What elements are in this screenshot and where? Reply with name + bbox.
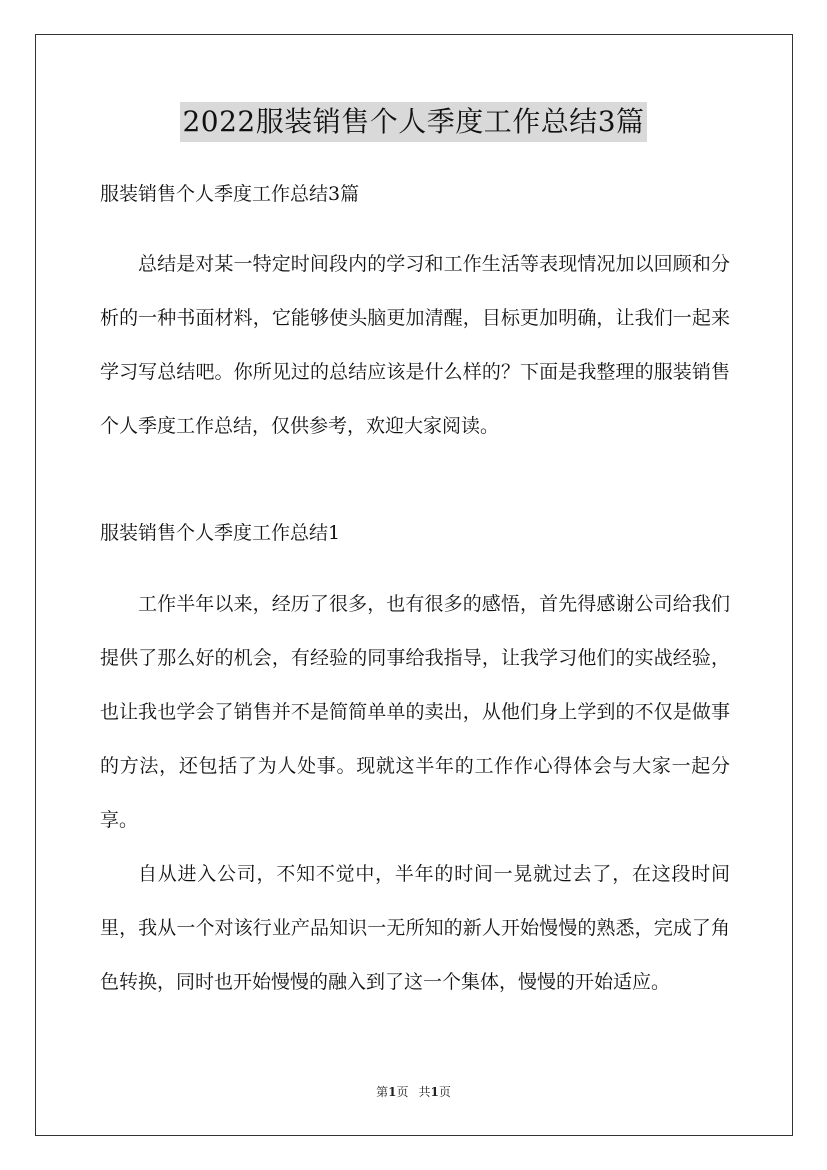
footer-page-current: 1 [388,1085,397,1099]
document-subtitle: 服装销售个人季度工作总结3篇 [100,183,360,205]
footer-page-suffix: 页 [396,1085,409,1099]
footer-total-prefix: 共 [418,1085,431,1099]
footer-page-total: 1 [430,1085,439,1099]
footer-page-prefix: 第 [376,1085,389,1099]
spacer [100,212,730,237]
page-footer [0,1083,827,1101]
footer-total-suffix: 页 [438,1085,451,1099]
title-container [0,102,827,142]
spacer [100,453,730,515]
spacer [100,551,730,577]
intro-paragraph: 总结是对某一特定时间段内的学习和工作生活等表现情况加以回顾和分析的一种书面材料，它能够使头脑更加清醒，目标更加明确，让我们一起来学习写总结吧。你所见过的总结应该是什么样的？下面是我整理的服装销售个人季度工作总结，仅供参考，欢迎大家阅读。 [100,253,730,437]
document-body [100,176,730,1009]
document-title: 2022服装销售个人季度工作总结3篇 [180,102,646,142]
section-paragraph: 工作半年以来，经历了很多，也有很多的感悟，首先得感谢公司给我们提供了那么好的机会，有经验的同事给我指导，让我学习他们的实战经验，也让我也学会了销售并不是简简单单的卖出，从他们身上学到的不仅是做事的方法，还包括了为人处事。现就这半年的工作作心得体会与大家一起分享。 [100,593,730,831]
section-heading: 服装销售个人季度工作总结1 [100,522,341,544]
section-paragraph: 自从进入公司，不知不觉中，半年的时间一晃就过去了，在这段时间里，我从一个对该行业产品知识一无所知的新人开始慢慢的熟悉，完成了角色转换，同时也开始慢慢的融入到了这一个集体，慢慢的开始适应。 [100,863,730,993]
